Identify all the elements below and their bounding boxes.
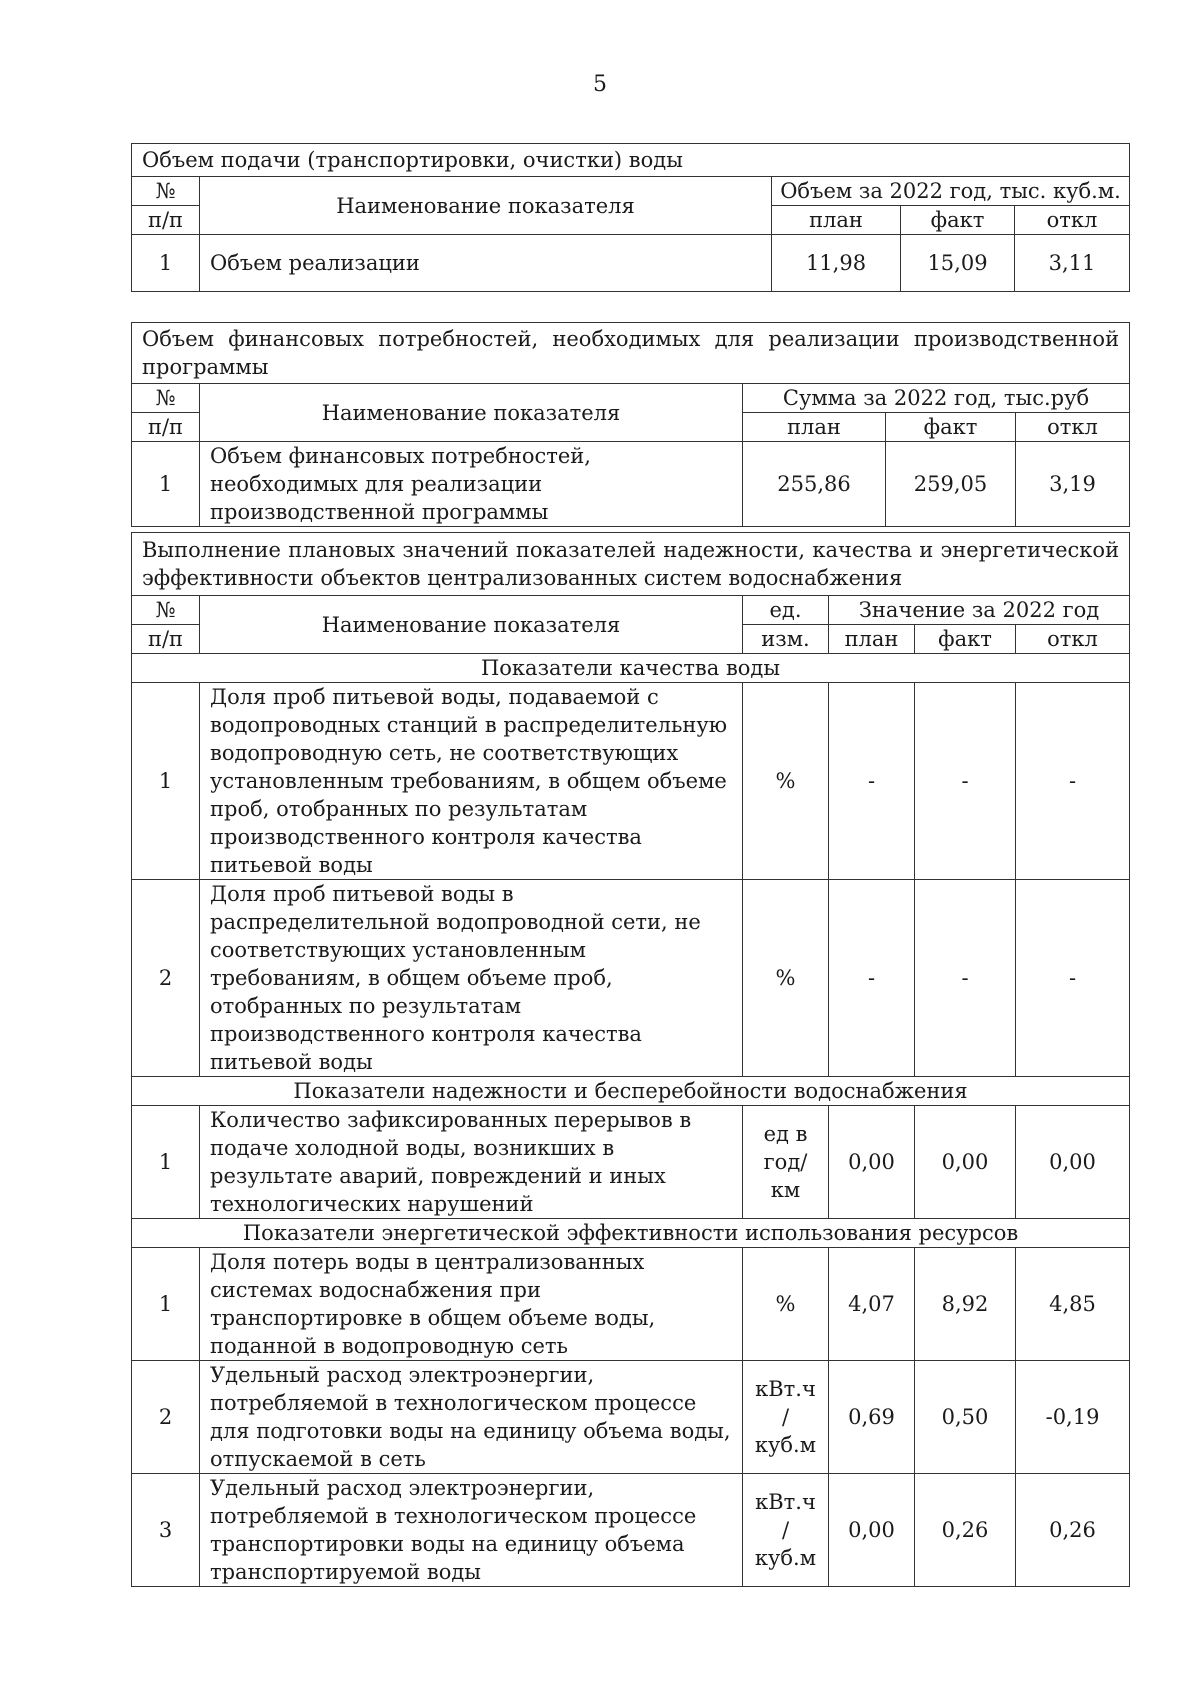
- col-group-header: Объем за 2022 год, тыс. куб.м.: [772, 177, 1130, 206]
- section-title: Показатели качества воды: [132, 654, 1130, 683]
- col-num-header-line2: п/п: [132, 206, 200, 235]
- row-dev: 0,00: [1016, 1106, 1130, 1219]
- row-fact: 0,26: [915, 1474, 1016, 1587]
- row-plan: 255,86: [743, 442, 886, 527]
- col-plan-header: план: [772, 206, 901, 235]
- row-fact: -: [915, 683, 1016, 880]
- row-name: Удельный расход электроэнергии, потребляемой в технологическом процессе транспортировки воды на единицу объема транспортируемой воды: [200, 1474, 743, 1587]
- row-unit: %: [743, 880, 829, 1077]
- row-plan: 4,07: [829, 1248, 915, 1361]
- table-row: [132, 1361, 1130, 1474]
- col-plan-header: план: [829, 625, 915, 654]
- row-plan: 0,69: [829, 1361, 915, 1474]
- row-fact: 0,00: [915, 1106, 1016, 1219]
- col-num-header: №: [132, 384, 200, 413]
- row-num: 1: [132, 442, 200, 527]
- col-num-header: №: [132, 177, 200, 206]
- col-fact-header: факт: [886, 413, 1016, 442]
- table-row: [132, 1106, 1130, 1219]
- row-name: Удельный расход электроэнергии, потребляемой в технологическом процессе для подготовки воды на единицу объема воды, отпускаемой в сеть: [200, 1361, 743, 1474]
- col-plan-header: план: [743, 413, 886, 442]
- row-fact: 0,50: [915, 1361, 1016, 1474]
- row-unit: %: [743, 683, 829, 880]
- col-dev-header: откл: [1016, 625, 1130, 654]
- row-plan: 11,98: [772, 235, 901, 292]
- row-fact: -: [915, 880, 1016, 1077]
- col-unit-header: ед.: [743, 596, 829, 625]
- row-unit: %: [743, 1248, 829, 1361]
- col-group-header: Сумма за 2022 год, тыс.руб: [743, 384, 1130, 413]
- col-num-header-line2: п/п: [132, 625, 200, 654]
- row-name: Объем финансовых потребностей, необходимых для реализации производственной программы: [200, 442, 743, 527]
- table-row: [132, 1474, 1130, 1587]
- table-row: [132, 880, 1130, 1077]
- row-name: Объем реализации: [200, 235, 772, 292]
- table-row: [132, 1248, 1130, 1361]
- table-row: [132, 442, 1130, 527]
- row-fact: 15,09: [901, 235, 1015, 292]
- row-dev: -: [1016, 880, 1130, 1077]
- col-dev-header: откл: [1015, 206, 1130, 235]
- row-plan: 0,00: [829, 1474, 915, 1587]
- financial-needs-table: [131, 322, 1130, 527]
- row-plan: -: [829, 880, 915, 1077]
- indicators-table: [131, 532, 1130, 1587]
- row-unit: ед в год/ км: [743, 1106, 829, 1219]
- row-name: Доля проб питьевой воды, подаваемой с водопроводных станций в распределительную водопроводную сеть, не соответствующих установленным требованиям, в общем объеме проб, отобранных по результатам производственного контроля качества питьевой воды: [200, 683, 743, 880]
- row-dev: -: [1016, 683, 1130, 880]
- col-num-header: №: [132, 596, 200, 625]
- row-dev: 3,19: [1016, 442, 1130, 527]
- supply-volume-table: [131, 143, 1130, 292]
- row-name: Количество зафиксированных перерывов в подаче холодной воды, возникших в результате аварий, повреждений и иных технологических нарушений: [200, 1106, 743, 1219]
- row-dev: 0,26: [1016, 1474, 1130, 1587]
- row-dev: 4,85: [1016, 1248, 1130, 1361]
- row-num: 1: [132, 683, 200, 880]
- row-dev: 3,11: [1015, 235, 1130, 292]
- row-unit: кВт.ч / куб.м: [743, 1361, 829, 1474]
- row-plan: 0,00: [829, 1106, 915, 1219]
- table-title: Выполнение плановых значений показателей надежности, качества и энергетической эффективности объектов централизованных систем водоснабжения: [132, 533, 1130, 596]
- row-dev: -0,19: [1016, 1361, 1130, 1474]
- table-title: Объем подачи (транспортировки, очистки) воды: [132, 144, 1130, 177]
- row-unit: кВт.ч / куб.м: [743, 1474, 829, 1587]
- row-name: Доля проб питьевой воды в распределительной водопроводной сети, не соответствующих установленным требованиям, в общем объеме проб, отобранных по результатам производственного контроля качества питьевой воды: [200, 880, 743, 1077]
- col-dev-header: откл: [1016, 413, 1130, 442]
- table-title: Объем финансовых потребностей, необходимых для реализации производственной программы: [132, 323, 1130, 384]
- col-num-header-line2: п/п: [132, 413, 200, 442]
- col-name-header: Наименование показателя: [200, 177, 772, 235]
- row-fact: 259,05: [886, 442, 1016, 527]
- col-fact-header: факт: [901, 206, 1015, 235]
- row-num: 2: [132, 880, 200, 1077]
- col-group-header: Значение за 2022 год: [829, 596, 1130, 625]
- table-row: [132, 683, 1130, 880]
- row-num: 2: [132, 1361, 200, 1474]
- row-name: Доля потерь воды в централизованных системах водоснабжения при транспортировке в общем объеме воды, поданной в водопроводную сеть: [200, 1248, 743, 1361]
- row-num: 1: [132, 235, 200, 292]
- col-name-header: Наименование показателя: [200, 596, 743, 654]
- row-num: 3: [132, 1474, 200, 1587]
- section-title: Показатели надежности и бесперебойности водоснабжения: [132, 1077, 1130, 1106]
- row-plan: -: [829, 683, 915, 880]
- col-unit-header-line2: изм.: [743, 625, 829, 654]
- page-number: 5: [593, 72, 607, 97]
- section-title: Показатели энергетической эффективности использования ресурсов: [132, 1219, 1130, 1248]
- table-row: [132, 235, 1130, 292]
- row-num: 1: [132, 1106, 200, 1219]
- row-fact: 8,92: [915, 1248, 1016, 1361]
- row-num: 1: [132, 1248, 200, 1361]
- col-name-header: Наименование показателя: [200, 384, 743, 442]
- col-fact-header: факт: [915, 625, 1016, 654]
